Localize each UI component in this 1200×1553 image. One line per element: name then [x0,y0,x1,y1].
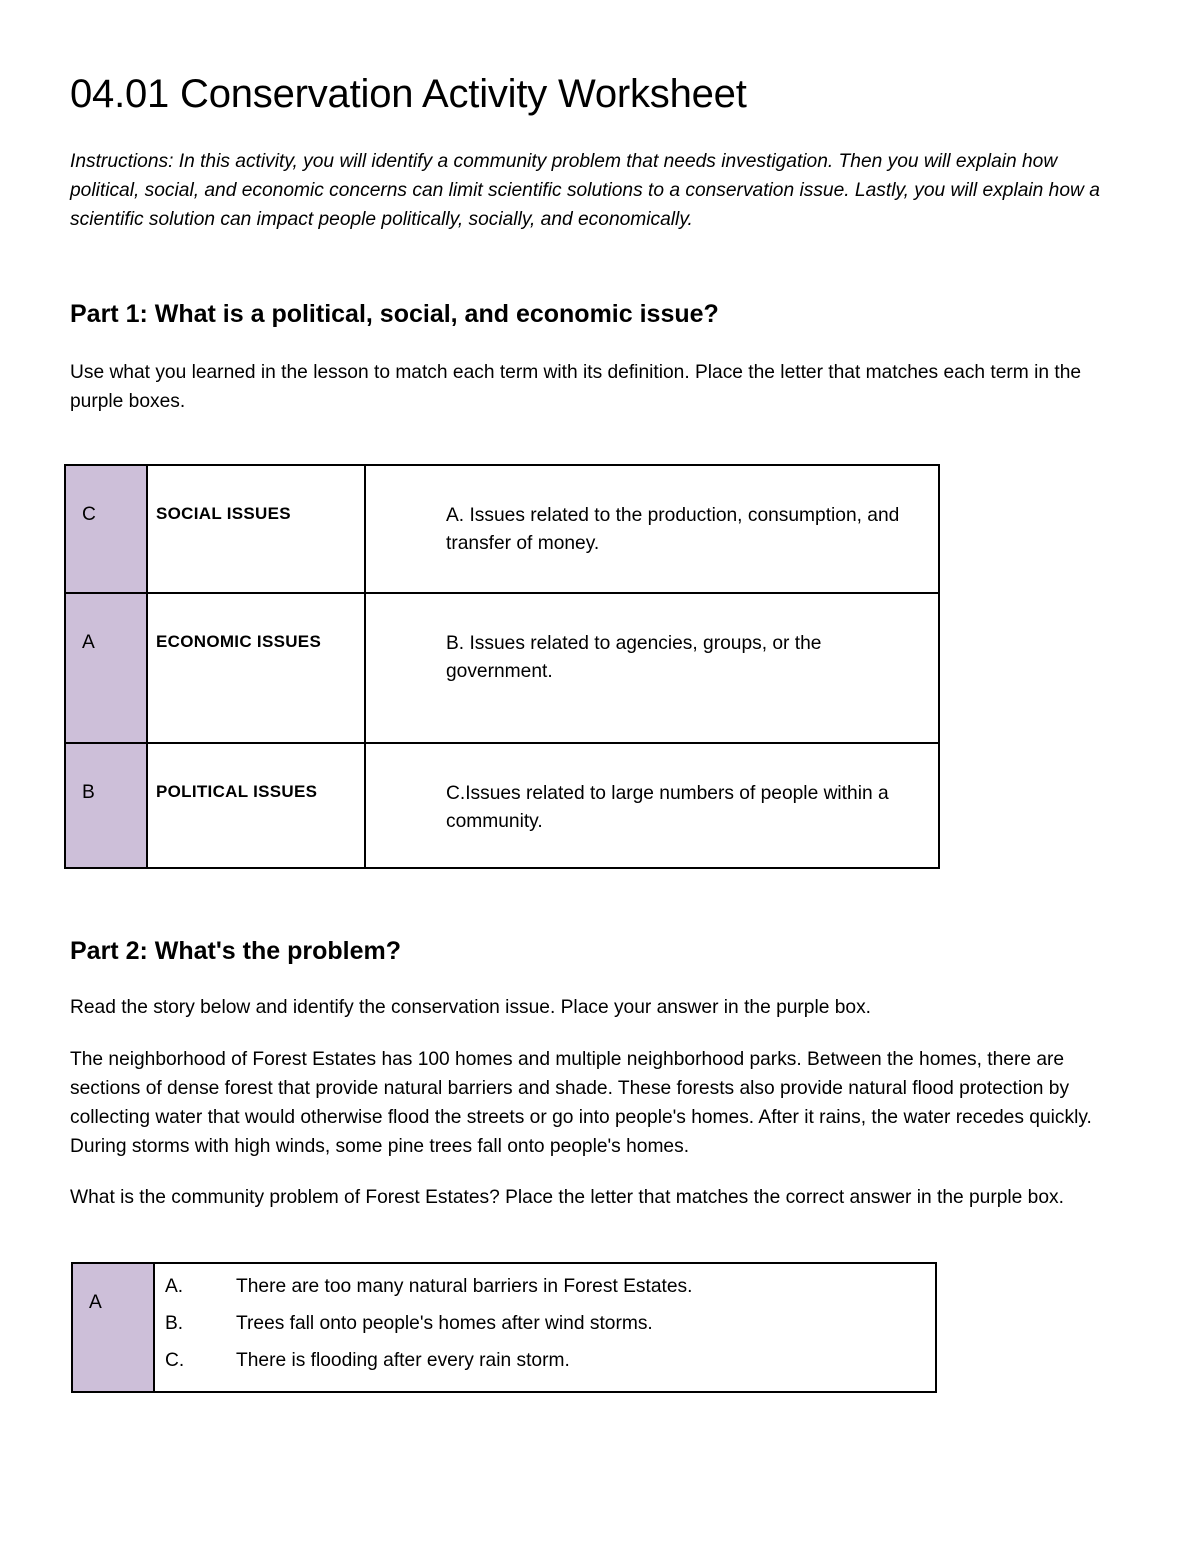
page-title: 04.01 Conservation Activity Worksheet [70,72,747,116]
option-text: There is flooding after every rain storm. [236,1350,570,1371]
matching-row [65,465,939,593]
matching-row [65,593,939,743]
definition-cell: C.Issues related to large numbers of people within a community. [365,743,939,868]
answer-box[interactable]: C [65,465,147,593]
term-cell: POLITICAL ISSUES [147,743,365,868]
part2-prompt: Read the story below and identify the conservation issue. Place your answer in the purple box. [70,997,872,1018]
option-letter: C. [165,1350,185,1371]
definition-cell: B. Issues related to agencies, groups, or the government. [365,593,939,743]
option-item [165,1305,935,1342]
option-text: Trees fall onto people's homes after wind storms. [236,1313,653,1334]
term-cell: ECONOMIC ISSUES [147,593,365,743]
answer-box[interactable]: B [65,743,147,868]
definition-cell: A. Issues related to the production, consumption, and transfer of money. [365,465,939,593]
options-cell [154,1263,936,1392]
part2-heading: Part 2: What's the problem? [70,937,401,965]
part1-heading: Part 1: What is a political, social, and economic issue? [70,300,719,328]
instructions-text: Instructions: In this activity, you will identify a community problem that needs investigation. Then you will explain how political, social, and economic concerns can limit scientific solutions to a conservation issue. Lastly, you will explain how a scientific solution can impact people politically, socially, and economically. [70,151,1100,230]
choice-table [71,1262,937,1393]
term-cell: SOCIAL ISSUES [147,465,365,593]
answer-box[interactable]: A [65,593,147,743]
story-text: The neighborhood of Forest Estates has 100 homes and multiple neighborhood parks. Between the homes, there are sections of dense forest that provide natural barriers and shade. These forests also provide natural flood protection by collecting water that would otherwise flood the streets or go into people's homes. After it rains, the water recedes quickly. During storms with high winds, some pine trees fall onto people's homes. [70,1049,1092,1157]
option-letter: A. [165,1276,184,1297]
part1-prompt: Use what you learned in the lesson to match each term with its definition. Place the letter that matches each term in the purple boxes. [70,362,1082,412]
part2-question: What is the community problem of Forest Estates? Place the letter that matches the correct answer in the purple box. [70,1187,1064,1208]
answer-box[interactable]: A [72,1263,154,1392]
option-letter: B. [165,1313,184,1334]
option-text: There are too many natural barriers in Forest Estates. [236,1276,693,1297]
matching-table [64,464,940,869]
option-item [165,1342,935,1379]
matching-row [65,743,939,868]
option-item [165,1268,935,1305]
